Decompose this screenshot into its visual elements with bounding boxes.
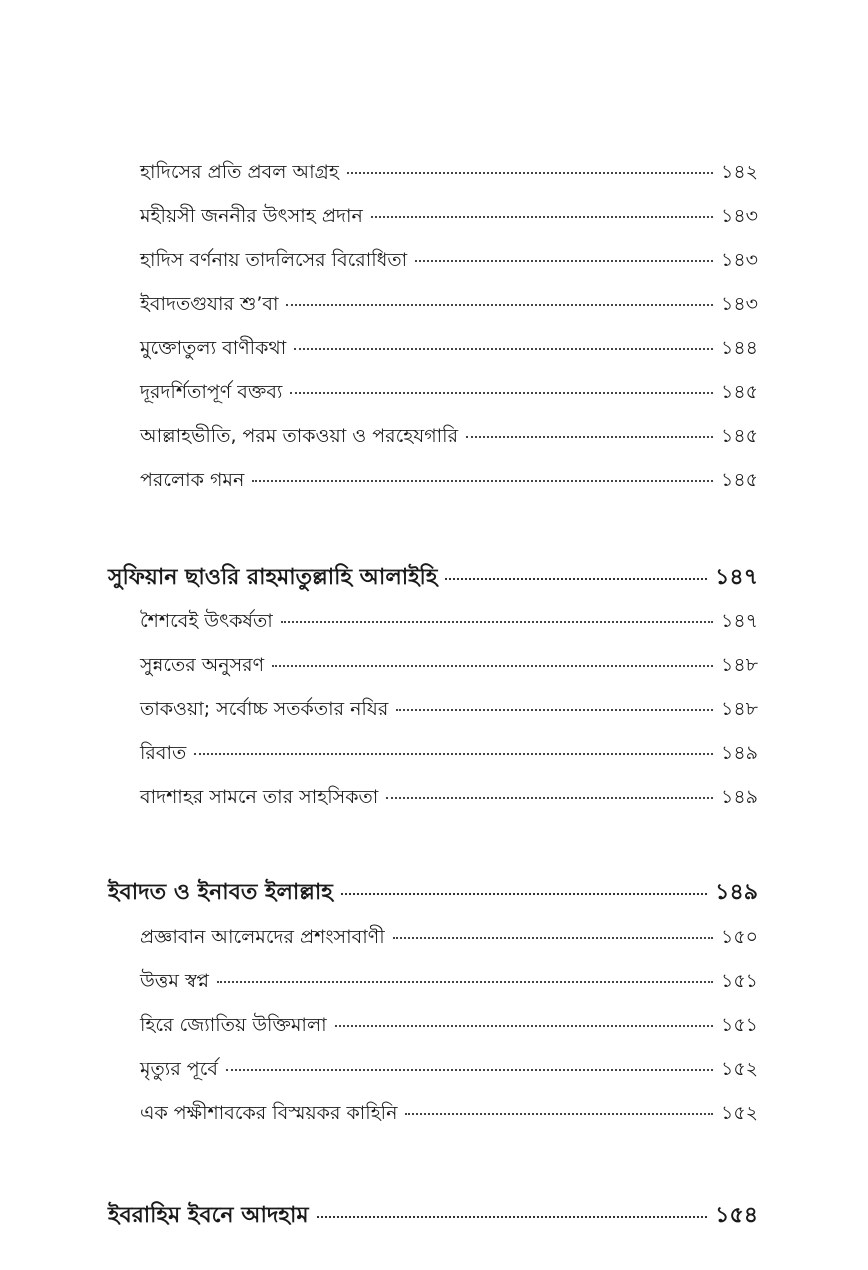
- toc-entry-title: প্রজ্ঞাবান আলেমদের প্রশংসাবাণী: [140, 926, 385, 948]
- toc-entry-title: সুন্নতের অনুসরণ: [140, 654, 265, 676]
- dot-leader: [445, 578, 707, 580]
- toc-entry-title: দূরদর্শিতাপূর্ণ বক্তব্য: [140, 381, 283, 403]
- toc-entry: [140, 378, 758, 408]
- toc-entry-page: ১৫২: [720, 1102, 758, 1124]
- toc-chapter-heading: [108, 1198, 758, 1232]
- dot-leader: [286, 304, 713, 306]
- dot-leader: [335, 1025, 713, 1027]
- toc-entry: [140, 695, 758, 725]
- toc-entry-title: রিবাত: [140, 742, 187, 764]
- toc-entry-title: মহীয়সী জননীর উৎসাহ প্রদান: [140, 205, 363, 227]
- toc-entry-title: উত্তম স্বপ্ন: [140, 970, 210, 992]
- toc-chapter-page: ১৪৭: [715, 565, 758, 590]
- toc-entry: [140, 923, 758, 953]
- toc-chapter-title: ইবরাহিম ইবনে আদহাম: [108, 1203, 309, 1228]
- dot-leader: [272, 665, 713, 667]
- dot-leader: [393, 937, 713, 939]
- toc-entry-title: হিরে জ্যোতিয় উক্তিমালা: [140, 1014, 327, 1036]
- dot-leader: [341, 893, 707, 895]
- toc-chapter-title: ইবাদত ও ইনাবত ইলাল্লাহ: [108, 880, 333, 905]
- toc-entry: [140, 1099, 758, 1129]
- toc-entry: [140, 422, 758, 452]
- toc-entry-title: ইবাদতগুযার শু’বা: [140, 293, 279, 315]
- toc-chapter-title: সুফিয়ান ছাওরি রাহমাতুল্লাহি আলাইহি: [108, 565, 438, 590]
- toc-entry-title: বাদশাহর সামনে তার সাহসিকতা: [140, 786, 379, 808]
- toc-entry-title: আল্লাহভীতি, পরম তাকওয়া ও পরহেযগারি: [140, 425, 459, 447]
- toc-entry: [140, 783, 758, 813]
- toc-entry: [140, 202, 758, 232]
- toc-entry-page: ১৪৭: [720, 610, 758, 632]
- toc-entry-title: মৃত্যুর পূর্বে: [140, 1058, 218, 1080]
- toc-entry: [140, 334, 758, 364]
- toc-entry-page: ১৪৮: [721, 654, 758, 676]
- toc-entry-title: হাদিস বর্ণনায় তাদলিসের বিরোধিতা: [140, 249, 408, 271]
- toc-chapter-page: ১৫৪: [715, 1203, 758, 1228]
- toc-entry-title: শৈশবেই উৎকর্ষতা: [140, 610, 273, 632]
- dot-leader: [405, 1113, 713, 1115]
- dot-leader: [415, 260, 713, 262]
- dot-leader: [317, 1216, 708, 1218]
- toc-entry: [140, 1055, 758, 1085]
- dot-leader: [281, 621, 713, 623]
- toc-entry: [140, 967, 758, 997]
- toc-entry-page: ১৫১: [721, 1014, 758, 1036]
- toc-entry: [140, 246, 758, 276]
- toc-entry-page: ১৪৩: [720, 205, 758, 227]
- dot-leader: [294, 348, 713, 350]
- toc-entry: [140, 1011, 758, 1041]
- dot-leader: [252, 480, 713, 482]
- dot-leader: [194, 753, 713, 755]
- dot-leader: [217, 981, 713, 983]
- toc-entry-page: ১৪৪: [721, 337, 758, 359]
- toc-entry-title: মুক্তোতুল্য বাণীকথা: [140, 337, 287, 359]
- toc-entry-page: ১৪৯: [721, 786, 758, 808]
- toc-entry-title: তাকওয়া; সর্বোচ্চ সতর্কতার নযির: [140, 698, 389, 720]
- toc-entry-page: ১৪৯: [721, 742, 758, 764]
- toc-entry-page: ১৫১: [721, 970, 758, 992]
- toc-entry-page: ১৪৩: [720, 293, 758, 315]
- toc-entry: [140, 739, 758, 769]
- dot-leader: [396, 709, 713, 711]
- dot-leader: [466, 436, 713, 438]
- toc-entry-page: ১৫০: [720, 926, 758, 948]
- toc-entry-page: ১৪৩: [720, 249, 758, 271]
- toc-entry-page: ১৪৫: [721, 381, 758, 403]
- toc-entry-page: ১৪৫: [721, 425, 758, 447]
- toc-entry-page: ১৪২: [720, 161, 758, 183]
- dot-leader: [347, 172, 713, 174]
- toc-entry: [140, 290, 758, 320]
- toc-entry-title: এক পক্ষীশাবকের বিস্ময়কর কাহিনি: [140, 1102, 398, 1124]
- dot-leader: [290, 392, 713, 394]
- dot-leader: [386, 797, 713, 799]
- toc-entry: [140, 158, 758, 188]
- toc-chapter-heading: [108, 560, 758, 594]
- toc-entry: [140, 607, 758, 637]
- toc-entry-title: পরলোক গমন: [140, 469, 245, 491]
- toc-entry-page: ১৪৮: [721, 698, 758, 720]
- toc-entry: [140, 466, 758, 496]
- toc-chapter-page: ১৪৯: [715, 880, 758, 905]
- toc-entry-page: ১৪৫: [721, 469, 758, 491]
- toc-entry-title: হাদিসের প্রতি প্রবল আগ্রহ: [140, 161, 339, 183]
- toc-entry-page: ১৫২: [720, 1058, 758, 1080]
- dot-leader: [371, 216, 713, 218]
- toc-entry: [140, 651, 758, 681]
- toc-chapter-heading: [108, 875, 758, 909]
- dot-leader: [226, 1069, 713, 1071]
